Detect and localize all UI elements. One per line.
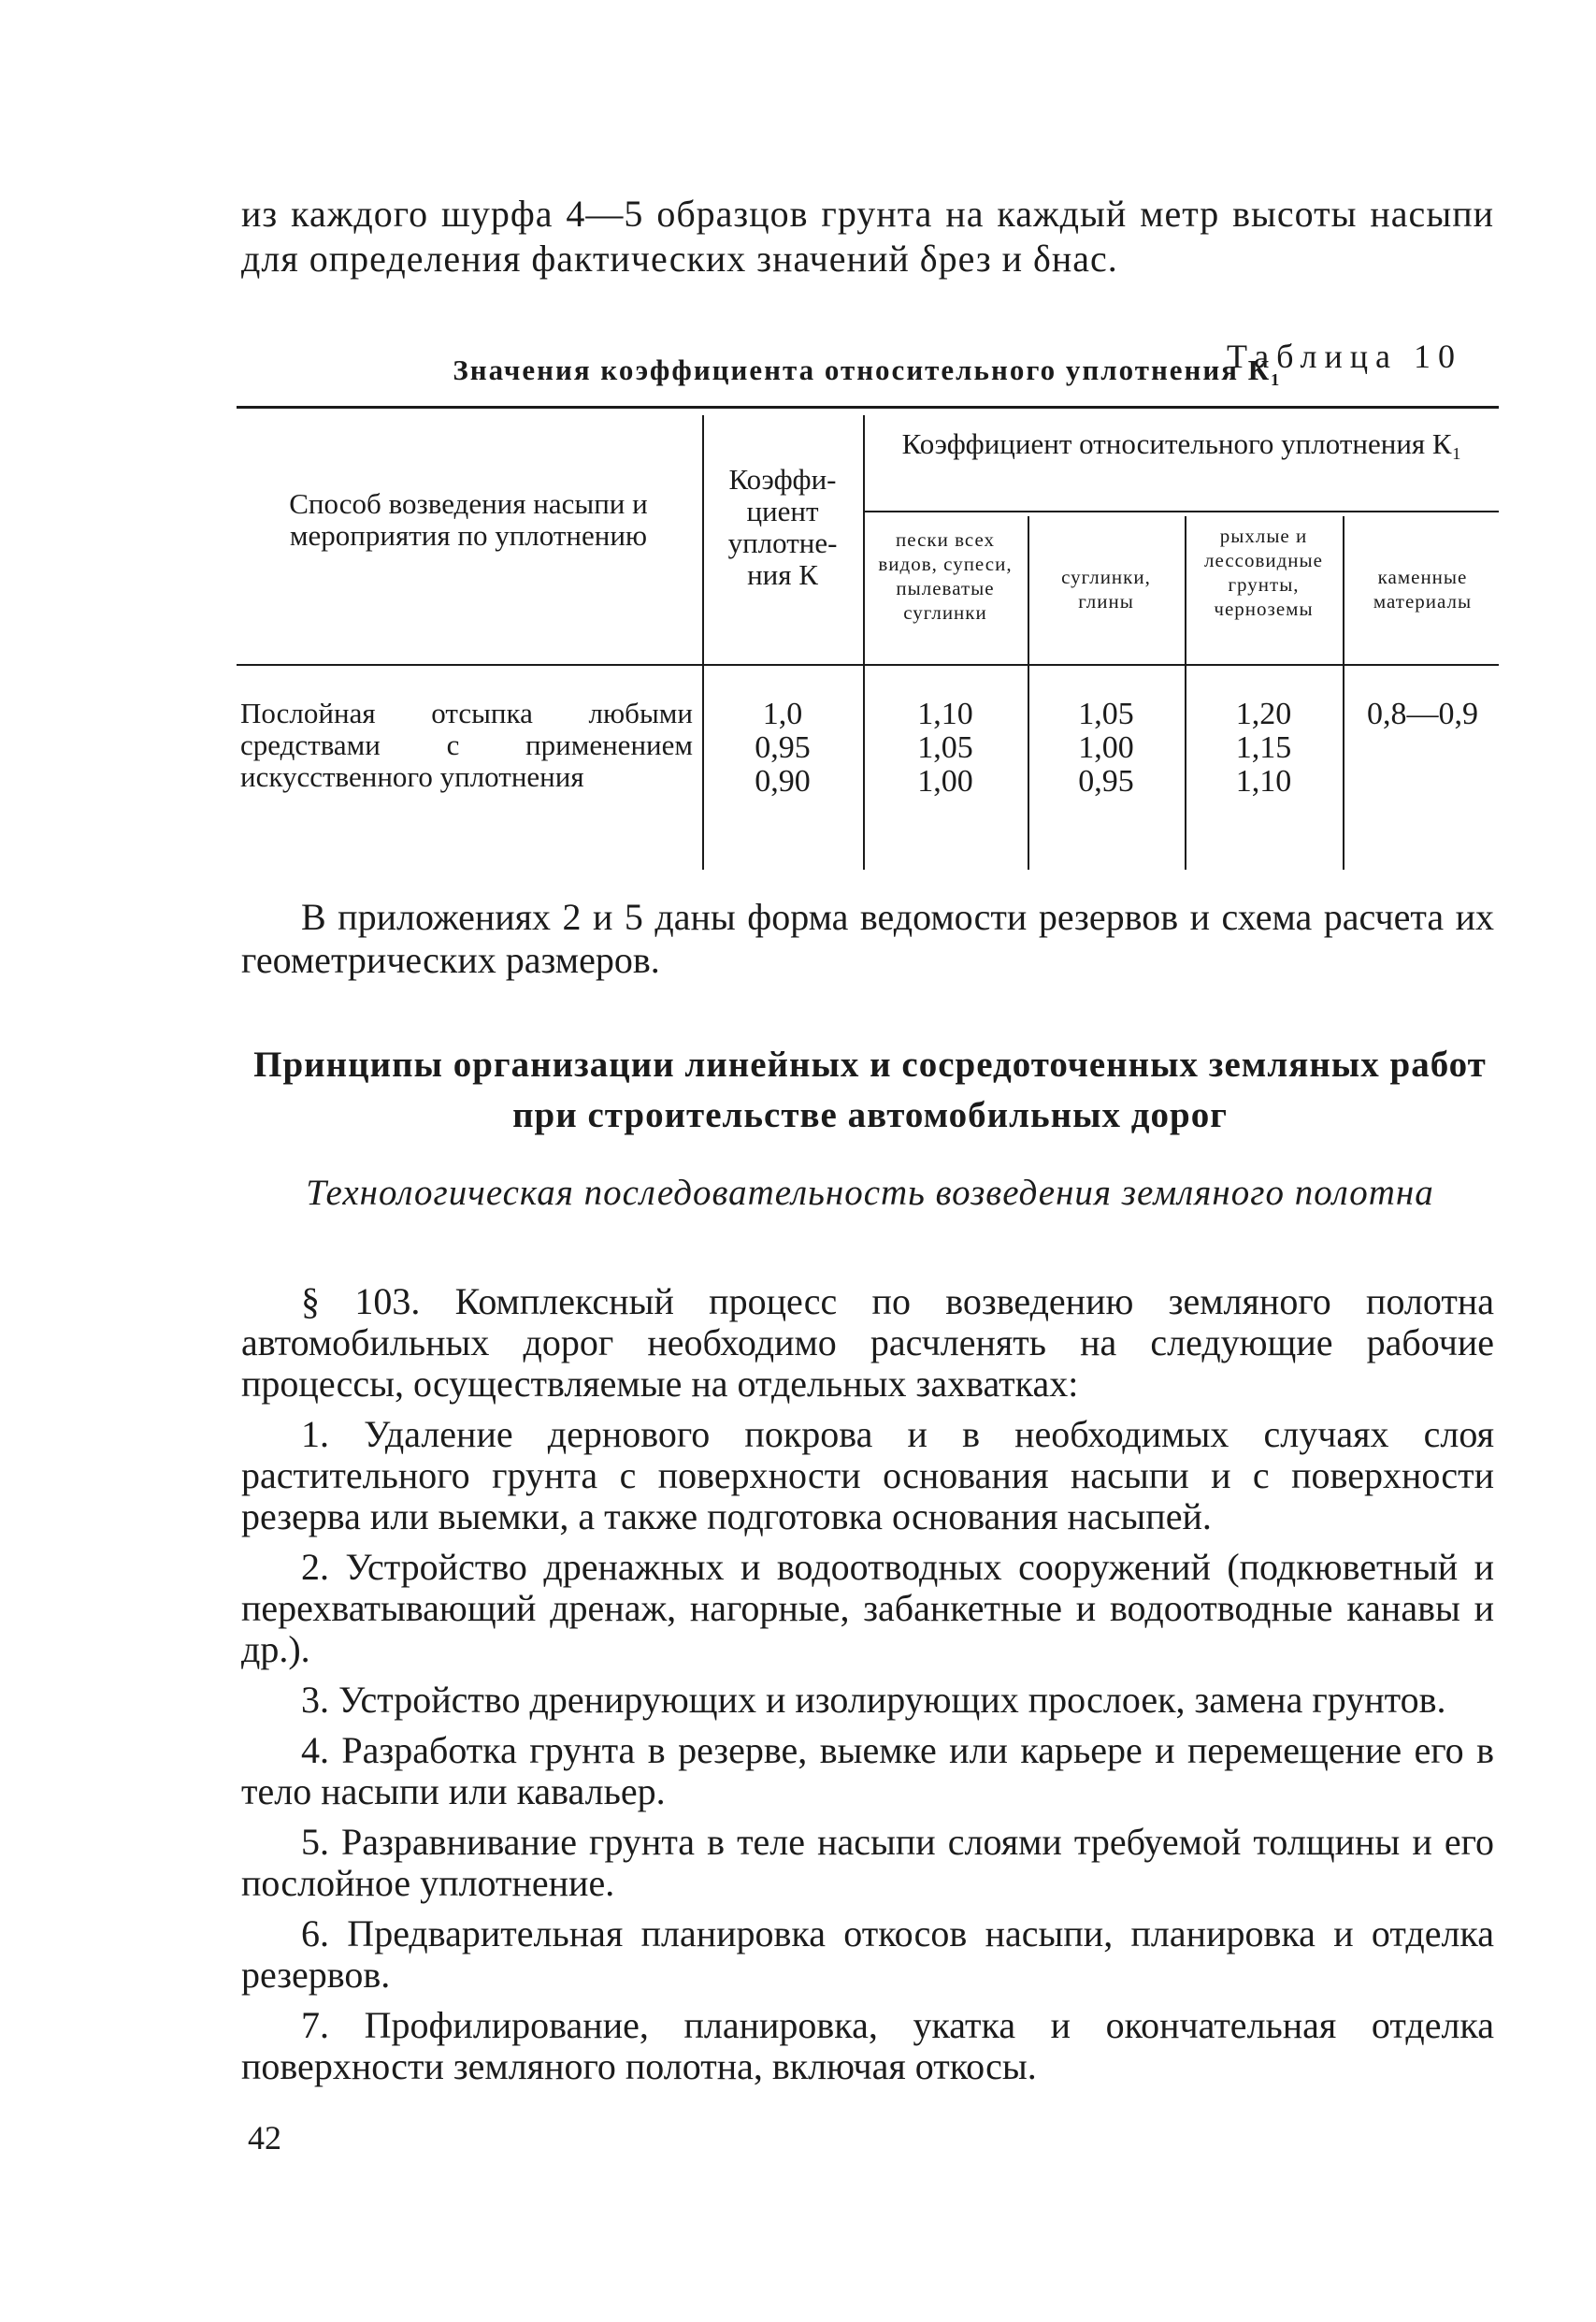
table-header-rule <box>237 664 1499 666</box>
table-col-divider <box>863 415 865 870</box>
header-k: Коэффи-циент уплотне-ния К <box>727 463 838 591</box>
list-item: 7. Профилирование, планировка, укатка и окончательная отделка поверхности земляного полотна, включая откосы. <box>241 2004 1494 2087</box>
col-sands-values <box>867 698 1024 799</box>
header-loose: рыхлые и лессовидные грунты, черноземы <box>1204 525 1323 620</box>
row-method: Послойная отсыпка любыми средствами с применением искусственного уплотнения <box>240 697 693 793</box>
loams-value: 0,95 <box>1078 764 1134 799</box>
sands-value: 1,00 <box>917 764 973 799</box>
appendix-paragraph <box>241 896 1494 991</box>
loams-value: 1,00 <box>1078 730 1134 765</box>
loose-value: 1,10 <box>1235 764 1292 799</box>
table-caption: Значения коэффициента относительного уплотнения К₁ <box>453 353 1282 386</box>
stone-value: 0,8—0,9 <box>1367 697 1478 731</box>
col-loams-values <box>1031 698 1181 799</box>
table-col-divider <box>702 415 704 870</box>
table-group-rule <box>863 511 1499 512</box>
list-item: 2. Устройство дренажных и водоотводных сооружений (подкюветный и перехватывающий дренаж, нагорные, забанкетные и водоотводные канавы и др.). <box>241 1546 1494 1670</box>
paragraph-103: § 103. Комплексный процесс по возведению земляного полотна автомобильных дорог необходимо расчленять на следующие рабочие процессы, осуществляемые на отдельных захватках: <box>241 1280 1494 1405</box>
intro-paragraph <box>241 192 1494 281</box>
header-method: Способ возведения насыпи и мероприятия по уплотнению <box>289 487 648 552</box>
table-label: Таблица 10 <box>1227 338 1462 375</box>
list-item: 4. Разработка грунта в резерве, выемке или карьере и перемещение его в тело насыпи или кавальер. <box>241 1729 1494 1812</box>
k-value: 0,95 <box>755 730 811 765</box>
table-col-divider <box>1343 516 1344 870</box>
sands-value: 1,10 <box>917 697 973 731</box>
table-col-divider <box>1185 516 1186 870</box>
body-text <box>241 1281 1494 2097</box>
k-value: 0,90 <box>755 764 811 799</box>
appendix-text: В приложениях 2 и 5 даны форма ведомости резервов и схема расчета их геометрических размеров. <box>241 896 1494 981</box>
loams-value: 1,05 <box>1078 697 1134 731</box>
header-sands: пески всех видов, супеси, пылеватые суглинки <box>878 528 1013 624</box>
header-stone: каменные материалы <box>1373 566 1473 613</box>
list-item: 3. Устройство дренирующих и изолирующих прослоек, замена грунтов. <box>301 1679 1446 1721</box>
loose-value: 1,15 <box>1235 730 1292 765</box>
section-heading: Принципы организации линейных и сосредоточенных земляных работ при строительстве автомобильных дорог <box>253 1045 1487 1135</box>
page-number: 42 <box>248 2119 281 2156</box>
list-item: 6. Предварительная планировка откосов насыпи, планировка и отделка резервов. <box>241 1912 1494 1996</box>
table-col-divider <box>1028 516 1029 870</box>
col-loose-values <box>1188 698 1339 799</box>
header-loams: суглинки, глины <box>1061 566 1151 613</box>
section-subheading: Технологическая последовательность возведения земляного полотна <box>306 1173 1434 1213</box>
k-value: 1,0 <box>762 697 803 731</box>
sands-value: 1,05 <box>917 730 973 765</box>
list-item: 1. Удаление дернового покрова и в необходимых случаях слоя растительного грунта с поверхности основания насыпи и с поверхности резерва или выемки, а также подготовка основания насыпей. <box>241 1413 1494 1537</box>
col-k-values <box>706 698 859 799</box>
table-top-rule <box>237 406 1499 409</box>
list-item: 5. Разравнивание грунта в теле насыпи слоями требуемой толщины и его послойное уплотнение. <box>241 1821 1494 1904</box>
intro-text: из каждого шурфа 4—5 образцов грунта на каждый метр высоты насыпи для определения фактических значений δрез и δнас. <box>241 193 1494 280</box>
header-k1-group: Коэффициент относительного уплотнения К₁ <box>901 427 1462 460</box>
coefficient-table <box>237 406 1499 870</box>
loose-value: 1,20 <box>1235 697 1292 731</box>
